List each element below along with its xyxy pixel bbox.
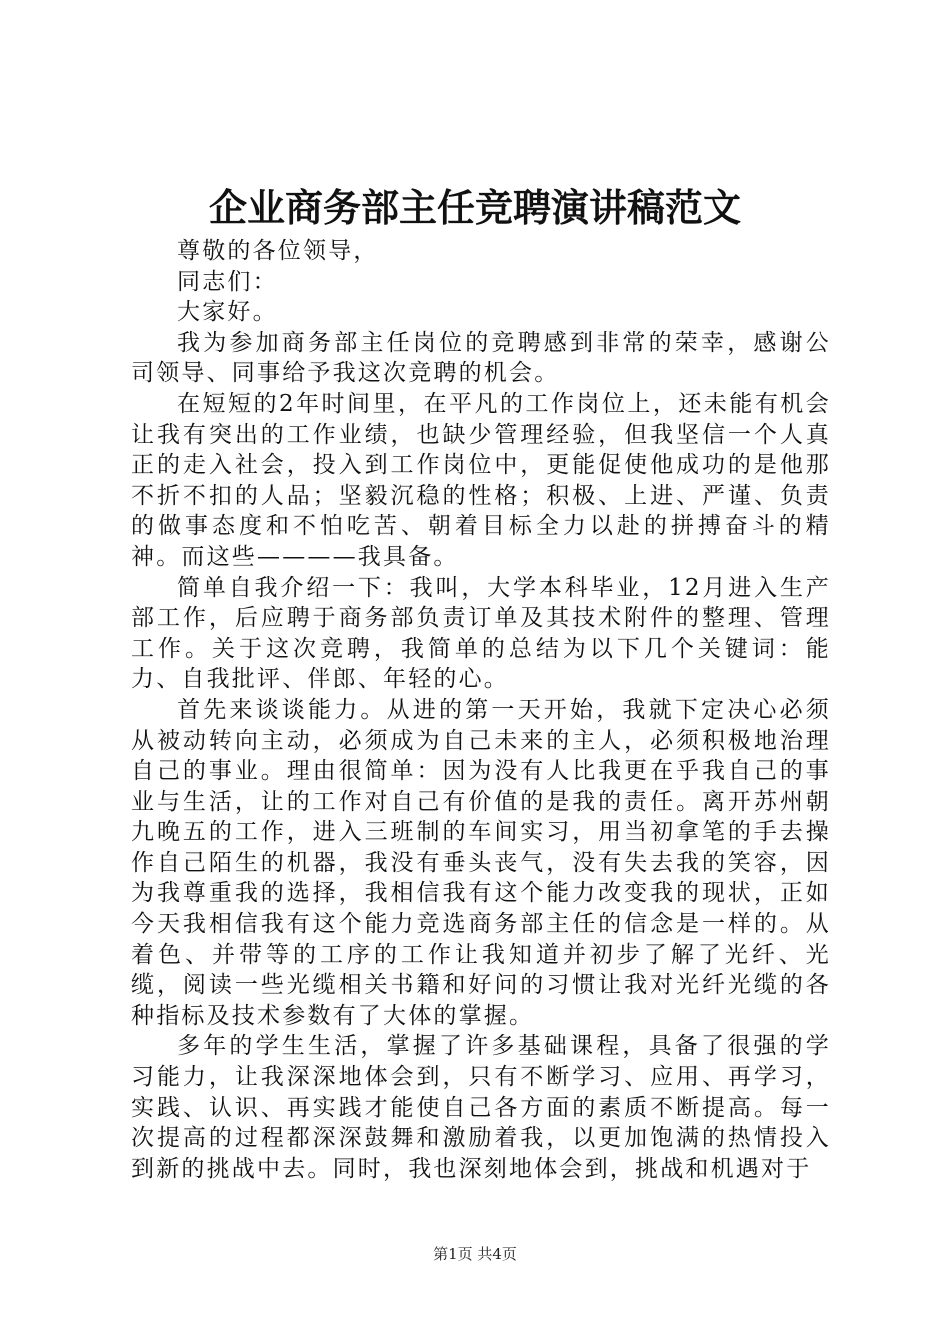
- salutation-line: 同志们：: [177, 268, 278, 295]
- page-footer: [0, 1244, 950, 1264]
- paragraph: 多年的学生生活，掌握了许多基础课程，具备了很强的学习能力，让我深深地体会到，只有不断学习、应用、再学习，实践、认识、再实践才能使自己各方面的素质不断提高。每一次提高的过程都深深鼓舞和激励着我，以更加饱满的热情投入到新的挑战中去。同时，我也深刻地体会到，挑战和机遇对于: [131, 1033, 831, 1182]
- paragraph: 简单自我介绍一下：我叫，大学本科毕业，12月进入生产部工作，后应聘于商务部负责订单及其技术附件的整理、管理工作。关于这次竞聘，我简单的总结为以下几个关键词：能力、自我批评、伴郎、年轻的心。: [131, 574, 831, 693]
- paragraph: 首先来谈谈能力。从进的第一天开始，我就下定决心必须从被动转向主动，必须成为自己未来的主人，必须积极地治理自己的事业。理由很简单：因为没有人比我更在乎我自己的事业与生活，让的工作对自己有价值的是我的责任。离开苏州朝九晚五的工作，进入三班制的车间实习，用当初拿笔的手去操作自己陌生的机器，我没有垂头丧气，没有失去我的笑容，因为我尊重我的选择，我相信我有这个能力改变我的现状，正如今天我相信我有这个能力竞选商务部主任的信念是一样的。从着色、并带等的工序的工作让我知道并初步了解了光纤、光缆，阅读一些光缆相关书籍和好问的习惯让我对光纤光缆的各种指标及技术参数有了大体的掌握。: [131, 696, 831, 1029]
- document-title: 企业商务部主任竞聘演讲稿范文: [208, 185, 741, 230]
- salutation-line: 尊敬的各位领导，: [177, 238, 379, 264]
- paragraph: 我为参加商务部主任岗位的竞聘感到非常的荣幸，感谢公司领导、同事给予我这次竞聘的机会。: [131, 329, 831, 387]
- paragraph: 在短短的2年时间里，在平凡的工作岗位上，还未能有机会让我有突出的工作业绩，也缺少管理经验，但我坚信一个人真正的走入社会，投入到工作岗位中，更能促使他成功的是他那不折不扣的人品；坚毅沉稳的性格；积极、上进、严谨、负责的做事态度和不怕吃苦、朝着目标全力以赴的拼搏奋斗的精神。而这些————我具备。: [131, 390, 831, 570]
- page-indicator: 第1页 共4页: [433, 1245, 517, 1263]
- document-body: [131, 236, 831, 1184]
- greeting-line: 大家好。: [177, 299, 278, 326]
